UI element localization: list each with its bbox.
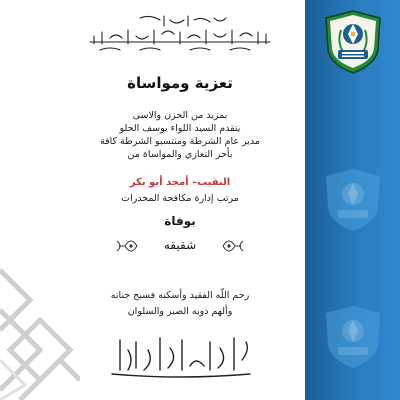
police-emblem-watermark-icon (325, 168, 381, 232)
card-title: تعزية ومواساة (127, 74, 233, 92)
basmala-calligraphy (80, 12, 280, 56)
prayer-line-1: رحم اللّه الفقيد وأسكنه فسيح جناته (110, 290, 250, 301)
message-column (60, 0, 300, 400)
police-emblem-icon (325, 10, 381, 74)
deceased-post: مرتب إدارة مكافحة المخدرات (121, 193, 239, 204)
occasion-label: بوفاة (164, 214, 196, 228)
body-line-4: بأحر التعازي والمواساة من (127, 149, 233, 160)
deceased-name: النقيب– أمجد أبو بكر (129, 177, 231, 188)
body-line-1: بمزيد من الحزن والاسى (132, 110, 228, 121)
police-emblem-watermark-icon (325, 305, 381, 369)
closing-calligraphy (100, 330, 260, 380)
body-line-3: مدير عام الشرطة ومنتسبو الشرطة كافة (99, 136, 261, 147)
side-bar (305, 0, 400, 400)
prayer-line-2: وألهم ذويه الصبر والسلوان (127, 306, 233, 317)
body-line-2: يتقدم السيد اللواء يوسف الحلو (119, 123, 241, 134)
relation-label: شقيقه (163, 238, 197, 252)
